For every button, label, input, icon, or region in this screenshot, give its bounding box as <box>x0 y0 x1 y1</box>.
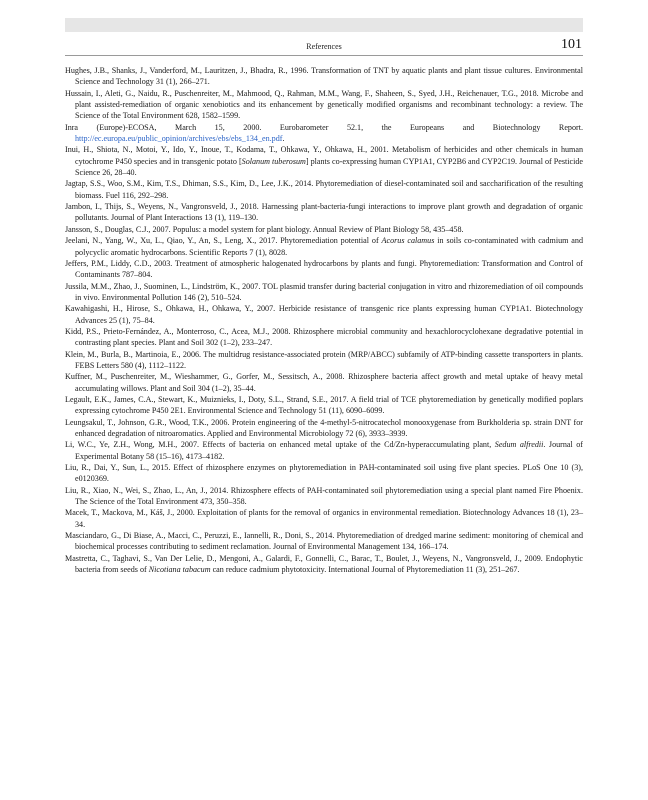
reference-text: Legault, E.K., James, C.A., Stewart, K., Muiznieks, I., Doty, S.L., Strand, S.E., 2017. A field trial of TCE phytoremediation by genetically modified poplars expressing cytochrome P450 2E1. Environmental Science and Technology 51 (11), 6090–6099. <box>65 394 583 416</box>
reference-text: Liu, R., Dai, Y., Sun, L., 2015. Effect of rhizosphere enzymes on phytoremediation in PAH-contaminated soil using five plant species. PLoS One 10 (3), e0120369. <box>65 463 583 484</box>
running-title: References <box>306 42 342 51</box>
italic-species-name: Sedum alfredii <box>494 440 544 450</box>
header-bar <box>65 18 583 32</box>
reference-entry <box>65 326 583 349</box>
reference-entry <box>65 65 583 88</box>
italic-species-name: Acorus calamus <box>381 236 435 246</box>
reference-text: Jeelani, N., Yang, W., Xu, L., Qiao, Y., An, S., Leng, X., 2017. Phytoremediation potential of <box>65 236 382 246</box>
reference-entry <box>65 235 583 258</box>
reference-text: Jambon, I., Thijs, S., Weyens, N., Vangronsveld, J., 2018. Harnessing plant-bacteria-fungi interactions to improve plant growth and degradation of organic pollutants. Journal of Plant Interactions 13 (1), 119–130. <box>65 202 583 223</box>
italic-species-name: Solanum tuberosum <box>241 156 306 166</box>
reference-text: Kidd, P.S., Prieto-Fernández, A., Monterroso, C., Acea, M.J., 2008. Rhizosphere microbial community and hexachlorocyclohexane degradative potential in contrasting plant species. Plant and Soil 302 (1–2), 233–247. <box>65 326 583 348</box>
reference-entry <box>65 178 583 201</box>
reference-text: Inui, H., Shiota, N., Motoi, Y., Ido, Y., Inoue, T., Kodama, T., Ohkawa, Y., Ohkawa, H., 2001. Metabolism of herbicides and other chemicals in human cytochrome P450 species and in transgenic potato [ <box>65 145 583 166</box>
reference-text: Jagtap, S.S., Woo, S.M., Kim, T.S., Dhiman, S.S., Kim, D., Lee, J.K., 2014. Phytoremediation of diesel-contaminated soil and saccharification of the resulting biomass. Fuel 116, 292–298. <box>65 179 583 200</box>
reference-text: Mastretta, C., Taghavi, S., Van Der Lelie, D., Mengoni, A., Galardi, F., Gonnelli, C., Barac, T., Boulet, J., Weyens, N., Vangronsveld, J., 2009. Endophytic bacteria from seeds of <box>65 553 583 575</box>
page-number: 101 <box>561 37 582 52</box>
reference-link[interactable]: http://ec.europa.eu/public_opinion/archives/ebs/ebs_134_en.pdf <box>75 134 283 144</box>
reference-text: . Journal of Experimental Botany 58 (15–16), 4173–4182. <box>75 440 584 461</box>
reference-text: . <box>282 134 285 144</box>
reference-text: Kuffner, M., Puschenreiter, M., Wieshammer, G., Gorfer, M., Sessitsch, A., 2008. Rhizosphere bacteria affect growth and metal uptake of heavy metal accumulating willows. Plant and Soil 304 (1–2), 35–44. <box>65 372 583 393</box>
reference-text: ] plants co-expressing human CYP1A1, CYP2B6 and CYP2C19. Journal of Pesticide Science 26, 28–40. <box>75 156 583 178</box>
reference-text: Jansson, S., Douglas, C.J., 2007. Populus: a model system for plant biology. Annual Review of Plant Biology 58, 435–458. <box>65 224 464 234</box>
reference-entry <box>65 462 583 485</box>
reference-text: can reduce cadmium phytotoxicity. International Journal of Phytoremediation 11 (3), 251–267. <box>210 565 520 575</box>
reference-entry <box>65 507 583 530</box>
reference-entry <box>65 281 583 304</box>
reference-text: Masciandaro, G., Di Biase, A., Macci, C., Peruzzi, E., Iannelli, R., Doni, S., 2014. Phytoremediation of dredged marine sediment: monitoring of chemical and biochemical processes contributing to sediment reclamation. Journal of Environmental Management 134, 166–174. <box>65 531 583 552</box>
reference-entry <box>65 417 583 440</box>
reference-entry <box>65 371 583 394</box>
reference-entry <box>65 394 583 417</box>
reference-entry <box>65 258 583 281</box>
reference-entry <box>65 530 583 553</box>
reference-entry <box>65 122 583 145</box>
reference-entry <box>65 553 583 576</box>
reference-entry <box>65 485 583 508</box>
header-rule <box>65 55 583 56</box>
reference-text: Jeffers, P.M., Liddy, C.D., 2003. Treatment of atmospheric halogenated hydrocarbons by plants and fungi. Phytoremediation: Transformation and Control of Contaminants 787–804. <box>65 258 583 280</box>
reference-text: Inra (Europe)-ECOSA, March 15, 2000. Eurobarometer 52.1, the Europeans and Biotechnology Report. <box>65 122 583 132</box>
reference-text: Jussila, M.M., Zhao, J., Suominen, L., Lindström, K., 2007. TOL plasmid transfer during bacterial conjugation in vitro and rhizoremediation of oil compounds in vivo. Environmental Pollution 146 (2), 510–524. <box>65 281 583 302</box>
reference-text: Leungsakul, T., Johnson, G.R., Wood, T.K., 2006. Protein engineering of the 4-methyl-5-nitrocatechol monooxygenase from Burkholderia sp. strain DNT for enhanced degradation of nitroaromatics. Applied and Environmental Microbiology 72 (6), 3933–3939. <box>65 417 583 438</box>
reference-entry <box>65 439 583 462</box>
reference-text: Li, W.C., Ye, Z.H., Wong, M.H., 2007. Effects of bacteria on enhanced metal uptake of the Cd/Zn-hyperaccumulating plant, <box>65 440 495 450</box>
reference-entry <box>65 144 583 178</box>
reference-text: Hughes, J.B., Shanks, J., Vanderford, M., Lauritzen, J., Bhadra, R., 1996. Transformation of TNT by aquatic plants and plant tissue cultures. Environmental Science and Technology 31 (1), 266–271. <box>65 66 583 87</box>
reference-text: Hussain, I., Aleti, G., Naidu, R., Puschenreiter, M., Mahmood, Q., Rahman, M.M., Wang, F., Shaheen, S., Syed, J.H., Reichenauer, T.G., 2018. Microbe and plant assisted-remediation of organic xenobiotics and its enhancement by genetically modified organisms and recombinant technology: a review. The Science of the Total Environment 628, 1582–1599. <box>65 88 583 121</box>
reference-text: Macek, T., Mackova, M., Káš, J., 2000. Exploitation of plants for the removal of organics in environmental remediation. Biotechnology Advances 18 (1), 23–34. <box>65 508 583 529</box>
reference-text: Kawahigashi, H., Hirose, S., Ohkawa, H., Ohkawa, Y., 2007. Herbicide resistance of transgenic rice plants expressing human CYP1A1. Biotechnology Advances 25 (1), 75–84. <box>65 304 583 325</box>
reference-text: Liu, R., Xiao, N., Wei, S., Zhao, L., An, J., 2014. Rhizosphere effects of PAH-contaminated soil phytoremediation using a special plant named Fire Phoenix. The Science of the Total Environment 473, 350–358. <box>65 485 583 507</box>
reference-entry <box>65 349 583 372</box>
italic-species-name: Nicotiana tabacum <box>148 565 211 575</box>
reference-entry <box>65 201 583 224</box>
reference-list <box>65 65 583 575</box>
reference-text: in soils co-contaminated with cadmium and polycyclic aromatic hydrocarbons. Scientific Reports 7 (1), 8028. <box>75 236 583 257</box>
reference-entry <box>65 88 583 122</box>
reference-entry <box>65 224 583 235</box>
reference-text: Klein, M., Burla, B., Martinoia, E., 2006. The multidrug resistance-associated protein (MRP/ABCC) subfamily of ATP-binding cassette transporters in plants. FEBS Letters 580 (4), 1112–1122. <box>65 349 583 370</box>
reference-entry <box>65 303 583 326</box>
